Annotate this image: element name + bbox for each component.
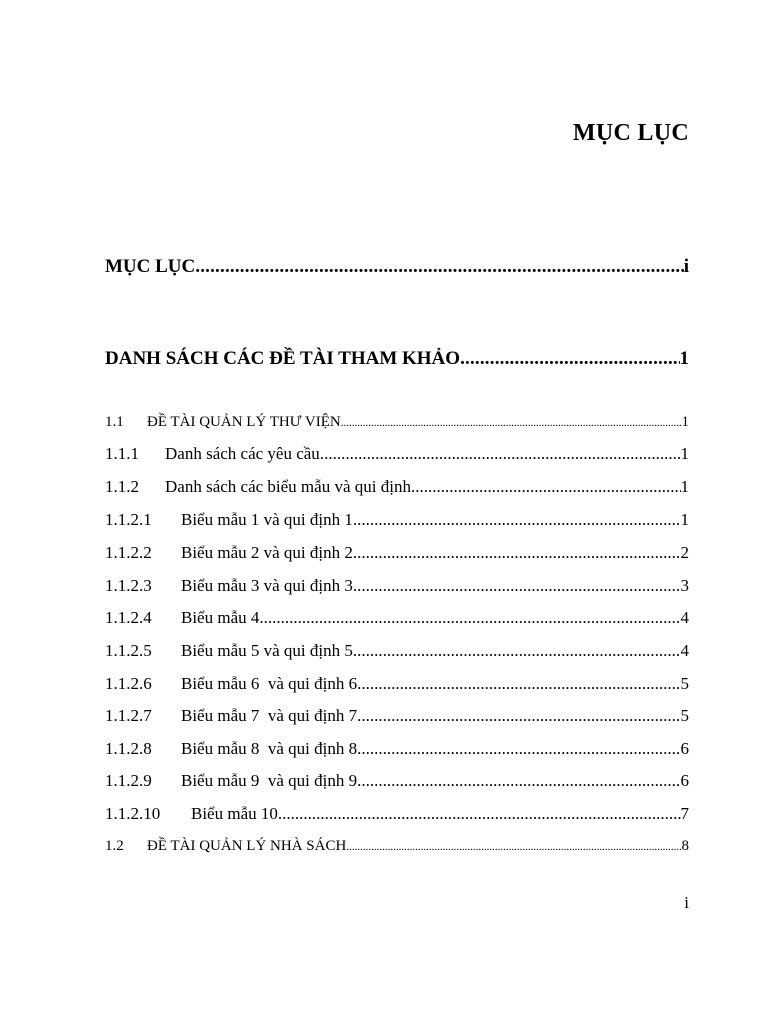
toc-entry-page: 3 — [680, 576, 689, 595]
toc-entry-1-1-2[interactable] — [105, 477, 689, 497]
toc-entry-label: MỤC LỤC — [105, 256, 196, 277]
toc-dot-leader — [353, 641, 681, 661]
toc-entry-page: 1 — [681, 414, 689, 430]
toc-entry-1-1-2-8[interactable] — [105, 739, 689, 759]
toc-entry-page: 4 — [680, 608, 689, 627]
toc-entry-label: Biểu mẫu 3 và qui định 3 — [181, 576, 353, 595]
toc-dot-leader — [346, 841, 681, 853]
toc-entry-label: Biểu mẫu 6 và qui định 6 — [181, 674, 358, 693]
toc-entry-page: 6 — [680, 739, 689, 758]
toc-entry-label: DANH SÁCH CÁC ĐỀ TÀI THAM KHẢO — [105, 348, 461, 369]
toc-entry-muc-luc[interactable] — [105, 256, 689, 278]
toc-entry-label: Biểu mẫu 2 và qui định 2 — [181, 543, 353, 562]
toc-entry-label: Danh sách các yêu cầu — [165, 444, 320, 463]
toc-entry-page: 1 — [679, 348, 689, 369]
toc-entry-number: 1.1.2.6 — [105, 674, 152, 693]
toc-entry-1-1-2-1[interactable] — [105, 510, 689, 530]
toc-entry-number: 1.1.2.5 — [105, 641, 152, 660]
toc-entry-number: 1.1.2.2 — [105, 543, 152, 562]
toc-dot-leader — [357, 771, 680, 791]
toc-dot-leader — [357, 739, 680, 759]
toc-entry-1-1-2-4[interactable] — [105, 608, 689, 628]
toc-entry-1-1-2-5[interactable] — [105, 641, 689, 661]
toc-entry-label: ĐỀ TÀI QUẢN LÝ NHÀ SÁCH — [147, 838, 347, 854]
toc-entry-number: 1.1.2.3 — [105, 576, 152, 595]
page-title: MỤC LỤC — [572, 120, 689, 146]
toc-entry-number: 1.1.2.8 — [105, 739, 152, 758]
toc-entry-number: 1.1.2.9 — [105, 771, 152, 790]
toc-entry-1-1-2-9[interactable] — [105, 771, 689, 791]
toc-entry-page: 6 — [680, 771, 689, 790]
toc-entry-label: Biểu mẫu 10 — [191, 804, 278, 823]
toc-entry-number: 1.1.2.7 — [105, 706, 152, 725]
toc-dot-leader — [353, 576, 681, 596]
toc-entry-1-1-2-3[interactable] — [105, 576, 689, 596]
toc-entry-page: 1 — [680, 444, 689, 463]
toc-dot-leader — [353, 543, 681, 563]
toc-dot-leader — [357, 706, 680, 726]
toc-entry-page: 7 — [680, 804, 689, 823]
toc-entry-number: 1.1.2.1 — [105, 510, 152, 529]
toc-dot-leader — [259, 608, 680, 628]
toc-entry-label: Biểu mẫu 8 và qui định 8 — [181, 739, 358, 758]
toc-entry-danh-sach-de-tai[interactable] — [105, 348, 689, 370]
toc-entry-label: Biểu mẫu 4 — [181, 608, 260, 627]
toc-entry-label: Danh sách các biểu mẫu và qui định — [165, 477, 411, 496]
toc-entry-page: 5 — [680, 674, 689, 693]
toc-dot-leader — [320, 444, 681, 464]
toc-dot-leader — [341, 417, 682, 429]
toc-entry-label: Biểu mẫu 5 và qui định 5 — [181, 641, 353, 660]
toc-dot-leader — [357, 674, 680, 694]
toc-entry-1-1-2-10[interactable] — [105, 804, 689, 824]
toc-entry-number: 1.1 — [105, 414, 124, 430]
toc-entry-label: Biểu mẫu 1 và qui định 1 — [181, 510, 353, 529]
toc-entry-page: i — [683, 256, 689, 277]
toc-entry-number: 1.2 — [105, 838, 124, 854]
toc-dot-leader — [411, 477, 681, 497]
toc-dot-leader — [353, 510, 681, 530]
toc-entry-1-2[interactable] — [105, 838, 689, 855]
toc-entry-page: 8 — [681, 838, 689, 854]
toc-entry-number: 1.1.2 — [105, 477, 139, 496]
toc-entry-1-1[interactable] — [105, 414, 689, 431]
toc-dot-leader — [195, 256, 683, 278]
toc-entry-label: Biểu mẫu 9 và qui định 9 — [181, 771, 358, 790]
toc-entry-label: ĐỀ TÀI QUẢN LÝ THƯ VIỆN — [147, 414, 341, 430]
toc-entry-1-1-2-7[interactable] — [105, 706, 689, 726]
toc-entry-1-1-2-6[interactable] — [105, 674, 689, 694]
page-number: i — [684, 893, 689, 912]
toc-dot-leader — [460, 348, 679, 370]
toc-entry-page: 4 — [680, 641, 689, 660]
toc-entry-label: Biểu mẫu 7 và qui định 7 — [181, 706, 358, 725]
toc-dot-leader — [278, 804, 681, 824]
toc-entry-page: 2 — [680, 543, 689, 562]
toc-entry-page: 1 — [680, 477, 689, 496]
toc-entry-page: 5 — [680, 706, 689, 725]
toc-entry-1-1-2-2[interactable] — [105, 543, 689, 563]
toc-entry-number: 1.1.2.10 — [105, 804, 161, 823]
toc-entry-page: 1 — [680, 510, 689, 529]
toc-entry-number: 1.1.2.4 — [105, 608, 152, 627]
toc-entry-1-1-1[interactable] — [105, 444, 689, 464]
toc-entry-number: 1.1.1 — [105, 444, 139, 463]
